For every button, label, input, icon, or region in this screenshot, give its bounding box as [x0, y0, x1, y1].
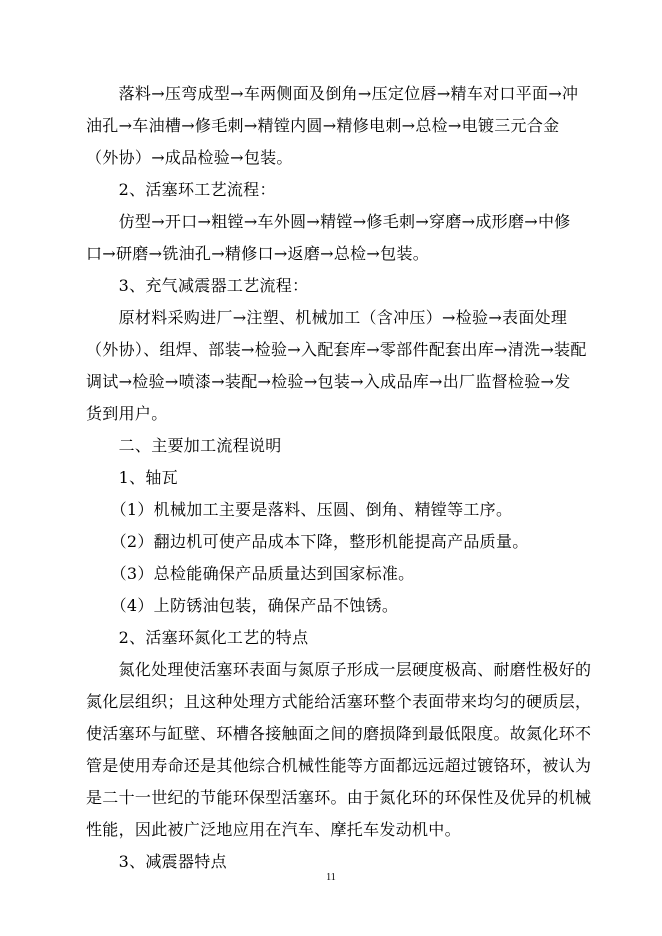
- text-line: 性能，因此被广泛地应用在汽车、摩托车发动机中。: [86, 820, 461, 839]
- text-line: （外协）→成品检验→包装。: [86, 148, 293, 167]
- text-line: 口→研磨→铣油孔→精修口→返磨→总检→包装。: [86, 244, 430, 263]
- list-item: （2）翻边机可使产品成本下降，整形机能提高产品质量。: [86, 532, 529, 551]
- text-line: 货到用户。: [86, 404, 168, 423]
- section-heading: 3、充气减震器工艺流程：: [86, 276, 309, 295]
- text-line: 使活塞环与缸壁、环槽各接触面之间的磨损降到最低限度。故氮化环不: [86, 724, 592, 743]
- body-text: [86, 84, 592, 872]
- text-line: 氮化层组织；且这种处理方式能给活塞环整个表面带来均匀的硬质层，: [86, 692, 592, 711]
- text-line: 落料→压弯成型→车两侧面及倒角→压定位唇→精车对口平面→冲: [86, 84, 579, 103]
- list-item: （3）总检能确保产品质量达到国家标准。: [86, 564, 415, 583]
- section-heading: 二、主要加工流程说明: [86, 436, 282, 455]
- section-heading: 2、活塞环工艺流程：: [86, 180, 276, 199]
- text-line: 原材料采购进厂→注塑、机械加工（含冲压）→检验→表面处理: [86, 308, 568, 327]
- page-number: 11: [326, 872, 336, 883]
- section-heading: 1、轴瓦: [86, 468, 178, 487]
- text-line: 是二十一世纪的节能环保型活塞环。由于氮化环的环保性及优异的机械: [86, 788, 592, 807]
- text-line: 调试→检验→喷漆→装配→检验→包装→入成品库→出厂监督检验→发: [86, 372, 571, 391]
- list-item: （4）上防锈油包装，确保产品不蚀锈。: [86, 596, 399, 615]
- text-line: 仿型→开口→粗镗→车外圆→精镗→修毛刺→穿磨→成形磨→中修: [86, 212, 571, 231]
- text-line: 管是使用寿命还是其他综合机械性能等方面都远远超过镀铬环，被认为: [86, 756, 592, 775]
- section-heading: 2、活塞环氮化工艺的特点: [86, 628, 309, 647]
- section-heading: 3、减震器特点: [86, 852, 227, 871]
- text-line: 油孔→车油槽→修毛刺→精镗内圆→精修电刺→总检→电镀三元合金: [86, 116, 560, 135]
- list-item: （1）机械加工主要是落料、压圆、倒角、精镗等工序。: [86, 500, 513, 519]
- text-line: 氮化处理使活塞环表面与氮原子形成一层硬度极高、耐磨性极好的: [86, 660, 592, 679]
- text-line: （外协）、组焊、部装→检验→入配套库→零部件配套出库→清洗→装配: [86, 340, 587, 359]
